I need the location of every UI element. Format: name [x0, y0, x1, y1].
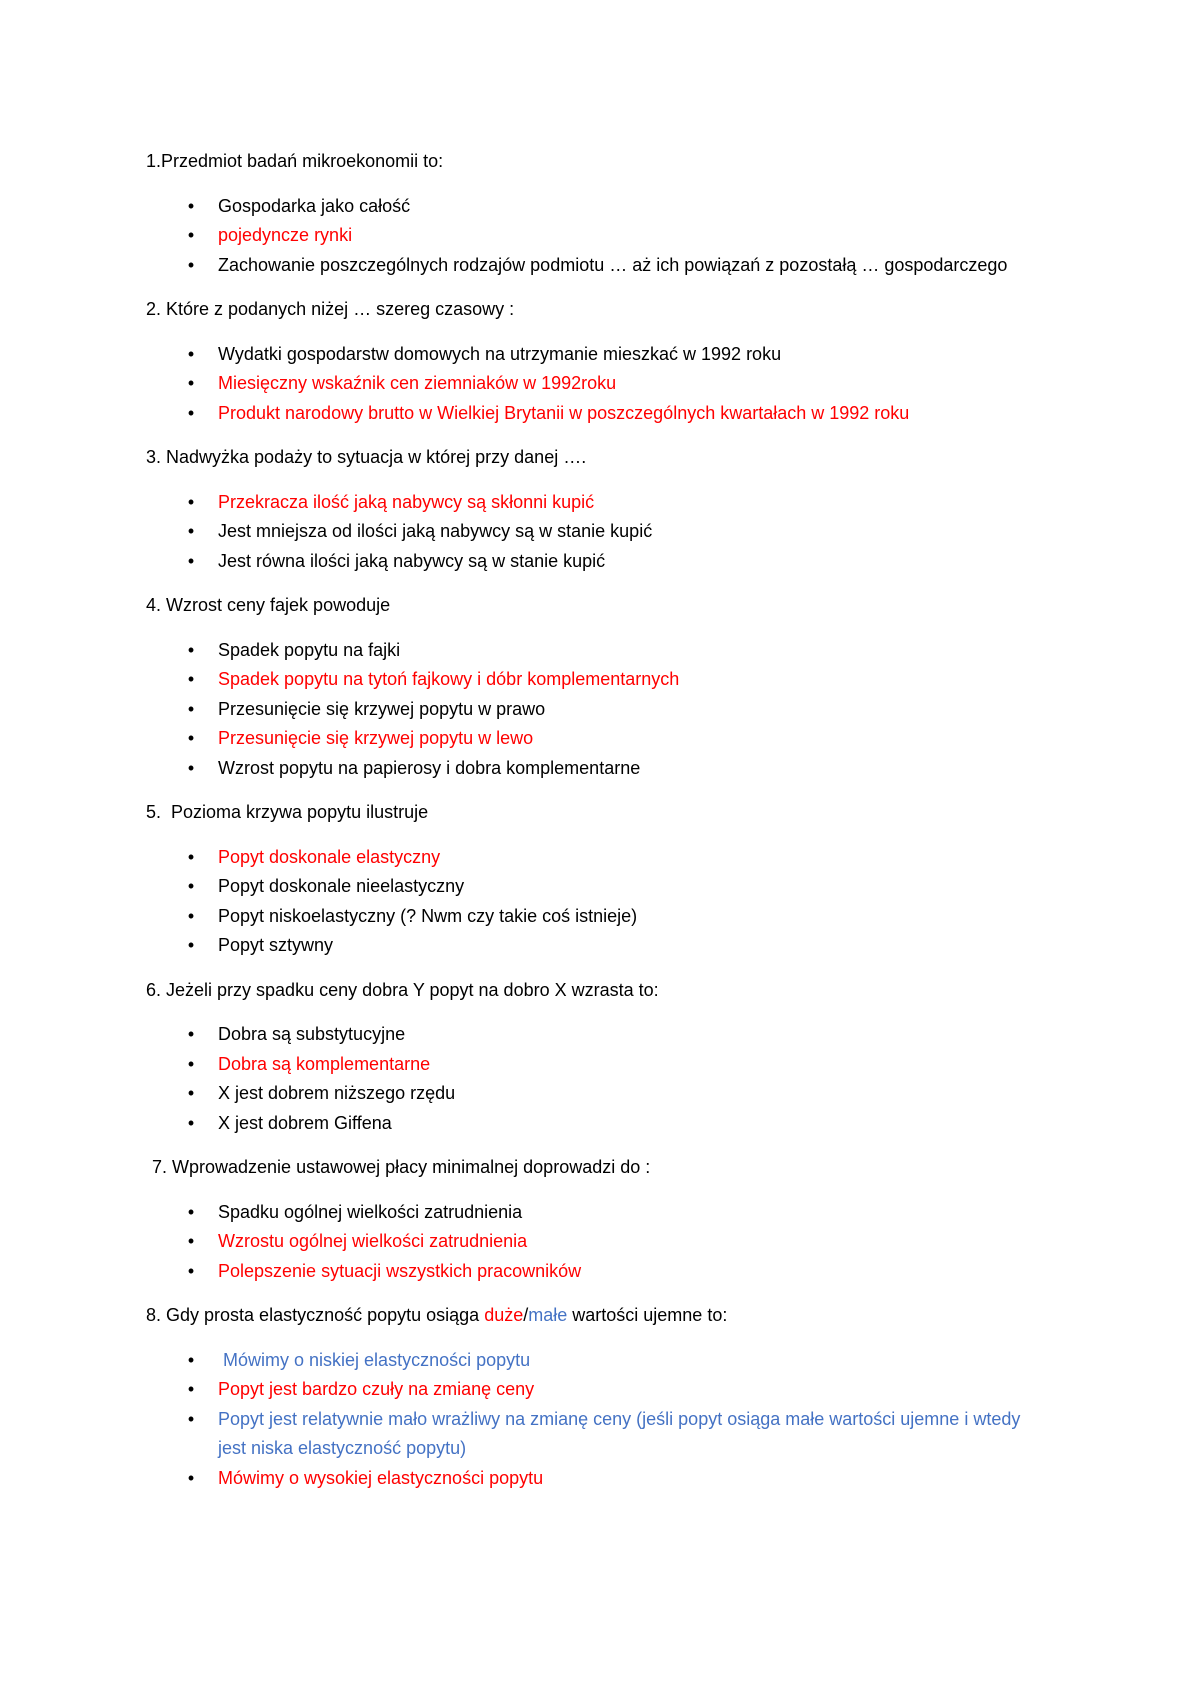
answer-text: Wzrost popytu na papierosy i dobra komplementarne	[218, 757, 641, 778]
answer-text: Zachowanie poszczególnych rodzajów podmiotu … aż ich powiązań z pozostałą … gospodarczego	[218, 254, 1008, 275]
title-part: 8. Gdy prosta elastyczność popytu osiąga	[146, 1305, 485, 1325]
answer-item	[146, 665, 1046, 695]
answer-item	[146, 931, 1046, 961]
bullet-icon: •	[187, 1379, 195, 1399]
bullet-icon: •	[187, 698, 195, 719]
answer-text: Wzrostu ogólnej wielkości zatrudnienia	[218, 1231, 528, 1251]
answer-item	[146, 724, 1046, 754]
answer-text: Spadek popytu na fajki	[218, 639, 401, 660]
question-3-answers	[146, 488, 1046, 577]
answer-text: X jest dobrem niższego rzędu	[218, 1083, 456, 1103]
answer-item	[146, 1227, 1046, 1257]
answer-item	[146, 221, 1046, 251]
answer-text: Popyt doskonale nieelastyczny	[218, 876, 465, 896]
answer-item	[146, 192, 1046, 222]
bullet-icon: •	[187, 846, 195, 867]
bullet-icon: •	[187, 373, 195, 393]
bullet-icon: •	[187, 935, 195, 955]
answer-text: Miesięczny wskaźnik cen ziemniaków w 1992roku	[218, 373, 617, 393]
bullet-icon: •	[187, 521, 195, 541]
bullet-icon: •	[187, 1349, 195, 1370]
answer-item	[146, 1109, 1046, 1139]
question-7-answers	[146, 1198, 1046, 1287]
answer-item	[146, 1257, 1046, 1287]
answer-item	[146, 636, 1046, 666]
bullet-icon: •	[187, 1260, 195, 1281]
bullet-icon: •	[187, 728, 195, 748]
question-3	[146, 443, 1046, 576]
bullet-icon: •	[187, 1467, 195, 1488]
answer-text: Dobra są komplementarne	[218, 1053, 431, 1074]
answer-item	[146, 517, 1046, 547]
question-8-answers	[146, 1346, 1046, 1494]
bullet-icon: •	[187, 1053, 195, 1074]
answer-text: Przesunięcie się krzywej popytu w lewo	[218, 728, 534, 748]
answer-text: X jest dobrem Giffena	[218, 1112, 392, 1133]
question-5	[146, 798, 1046, 961]
bullet-icon: •	[187, 550, 195, 571]
bullet-icon: •	[187, 669, 195, 689]
bullet-icon: •	[187, 1231, 195, 1251]
answer-item	[146, 1020, 1046, 1050]
answer-text: Popyt doskonale elastyczny	[218, 846, 441, 867]
answer-item	[146, 488, 1046, 518]
document-content	[146, 147, 1046, 1508]
answer-text: Gospodarka jako całość	[218, 195, 411, 216]
answer-text: Dobra są substytucyjne	[218, 1024, 406, 1044]
title-part-large: duże	[484, 1305, 524, 1325]
answer-item	[146, 843, 1046, 873]
bullet-icon: •	[187, 343, 195, 364]
answer-item	[146, 399, 1046, 429]
answer-item	[146, 369, 1046, 399]
title-part: wartości ujemne to:	[567, 1305, 728, 1325]
bullet-icon: •	[187, 639, 195, 660]
bullet-icon: •	[187, 905, 195, 926]
bullet-icon: •	[187, 1201, 195, 1222]
question-6-answers	[146, 1020, 1046, 1138]
answer-text: pojedyncze rynki	[218, 225, 353, 245]
question-2-answers	[146, 340, 1046, 429]
title-part-small: małe	[528, 1305, 568, 1325]
answer-text: Popyt sztywny	[218, 935, 334, 955]
question-2-title: 2. Które z podanych niżej … szereg czasowy :	[146, 299, 515, 319]
question-1-title: 1.Przedmiot badań mikroekonomii to:	[146, 151, 444, 171]
answer-text: Mówimy o wysokiej elastyczności popytu	[218, 1467, 544, 1488]
answer-item	[146, 902, 1046, 932]
answer-item	[146, 1346, 1046, 1376]
bullet-icon: •	[187, 1024, 195, 1044]
answer-text: Przesunięcie się krzywej popytu w prawo	[218, 698, 546, 719]
bullet-icon: •	[187, 1083, 195, 1103]
question-1	[146, 147, 1046, 280]
answer-item	[146, 340, 1046, 370]
question-1-answers	[146, 192, 1046, 281]
bullet-icon: •	[187, 876, 195, 896]
question-7-title: 7. Wprowadzenie ustawowej płacy minimalnej doprowadzi do :	[152, 1157, 651, 1177]
answer-text: Popyt jest relatywnie mało wrażliwy na zmianę ceny (jeśli popyt osiąga małe wartości ujemne i wtedy jest niska elastyczność popytu)	[218, 1408, 1021, 1458]
answer-item	[146, 1405, 1046, 1464]
answer-text: Przekracza ilość jaką nabywcy są skłonni kupić	[218, 491, 595, 512]
question-6-title: 6. Jeżeli przy spadku ceny dobra Y popyt na dobro X wzrasta to:	[146, 979, 659, 1000]
answer-text: Jest mniejsza od ilości jaką nabywcy są w stanie kupić	[218, 521, 653, 541]
question-3-title: 3. Nadwyżka podaży to sytuacja w której przy danej ….	[146, 447, 587, 467]
bullet-icon: •	[187, 1112, 195, 1133]
bullet-icon: •	[187, 402, 195, 423]
answer-item	[146, 1050, 1046, 1080]
question-8	[146, 1301, 1046, 1493]
question-2	[146, 295, 1046, 428]
title-part-slash: /	[523, 1305, 529, 1325]
answer-text: Produkt narodowy brutto w Wielkiej Brytanii w poszczególnych kwartałach w 1992 roku	[218, 402, 910, 423]
answer-text: Spadek popytu na tytoń fajkowy i dóbr komplementarnych	[218, 669, 680, 689]
bullet-icon: •	[187, 1408, 195, 1429]
bullet-icon: •	[187, 491, 195, 512]
answer-item	[146, 1375, 1046, 1405]
answer-text: Popyt niskoelastyczny (? Nwm czy takie coś istnieje)	[218, 905, 638, 926]
answer-text: Wydatki gospodarstw domowych na utrzymanie mieszkać w 1992 roku	[218, 343, 782, 364]
answer-item	[146, 251, 1046, 281]
question-7	[146, 1153, 1046, 1286]
answer-item	[146, 754, 1046, 784]
answer-text: Mówimy o niskiej elastyczności popytu	[218, 1349, 531, 1370]
answer-text: Spadku ogólnej wielkości zatrudnienia	[218, 1201, 523, 1222]
answer-text: Jest równa ilości jaką nabywcy są w stanie kupić	[218, 550, 606, 571]
question-5-answers	[146, 843, 1046, 961]
answer-item	[146, 872, 1046, 902]
bullet-icon: •	[187, 757, 195, 778]
question-5-title: 5. Pozioma krzywa popytu ilustruje	[146, 802, 429, 822]
answer-item	[146, 1198, 1046, 1228]
bullet-icon: •	[187, 195, 195, 216]
answer-item	[146, 1464, 1046, 1494]
question-4-title: 4. Wzrost ceny fajek powoduje	[146, 595, 391, 615]
answer-item	[146, 1079, 1046, 1109]
question-4-answers	[146, 636, 1046, 784]
bullet-icon: •	[187, 254, 195, 275]
answer-item	[146, 695, 1046, 725]
question-4	[146, 591, 1046, 783]
answer-text: Polepszenie sytuacji wszystkich pracowników	[218, 1260, 582, 1281]
answer-text: Popyt jest bardzo czuły na zmianę ceny	[218, 1379, 535, 1399]
bullet-icon: •	[187, 225, 195, 245]
answer-item	[146, 547, 1046, 577]
question-6	[146, 976, 1046, 1139]
question-8-title	[146, 1301, 1046, 1331]
